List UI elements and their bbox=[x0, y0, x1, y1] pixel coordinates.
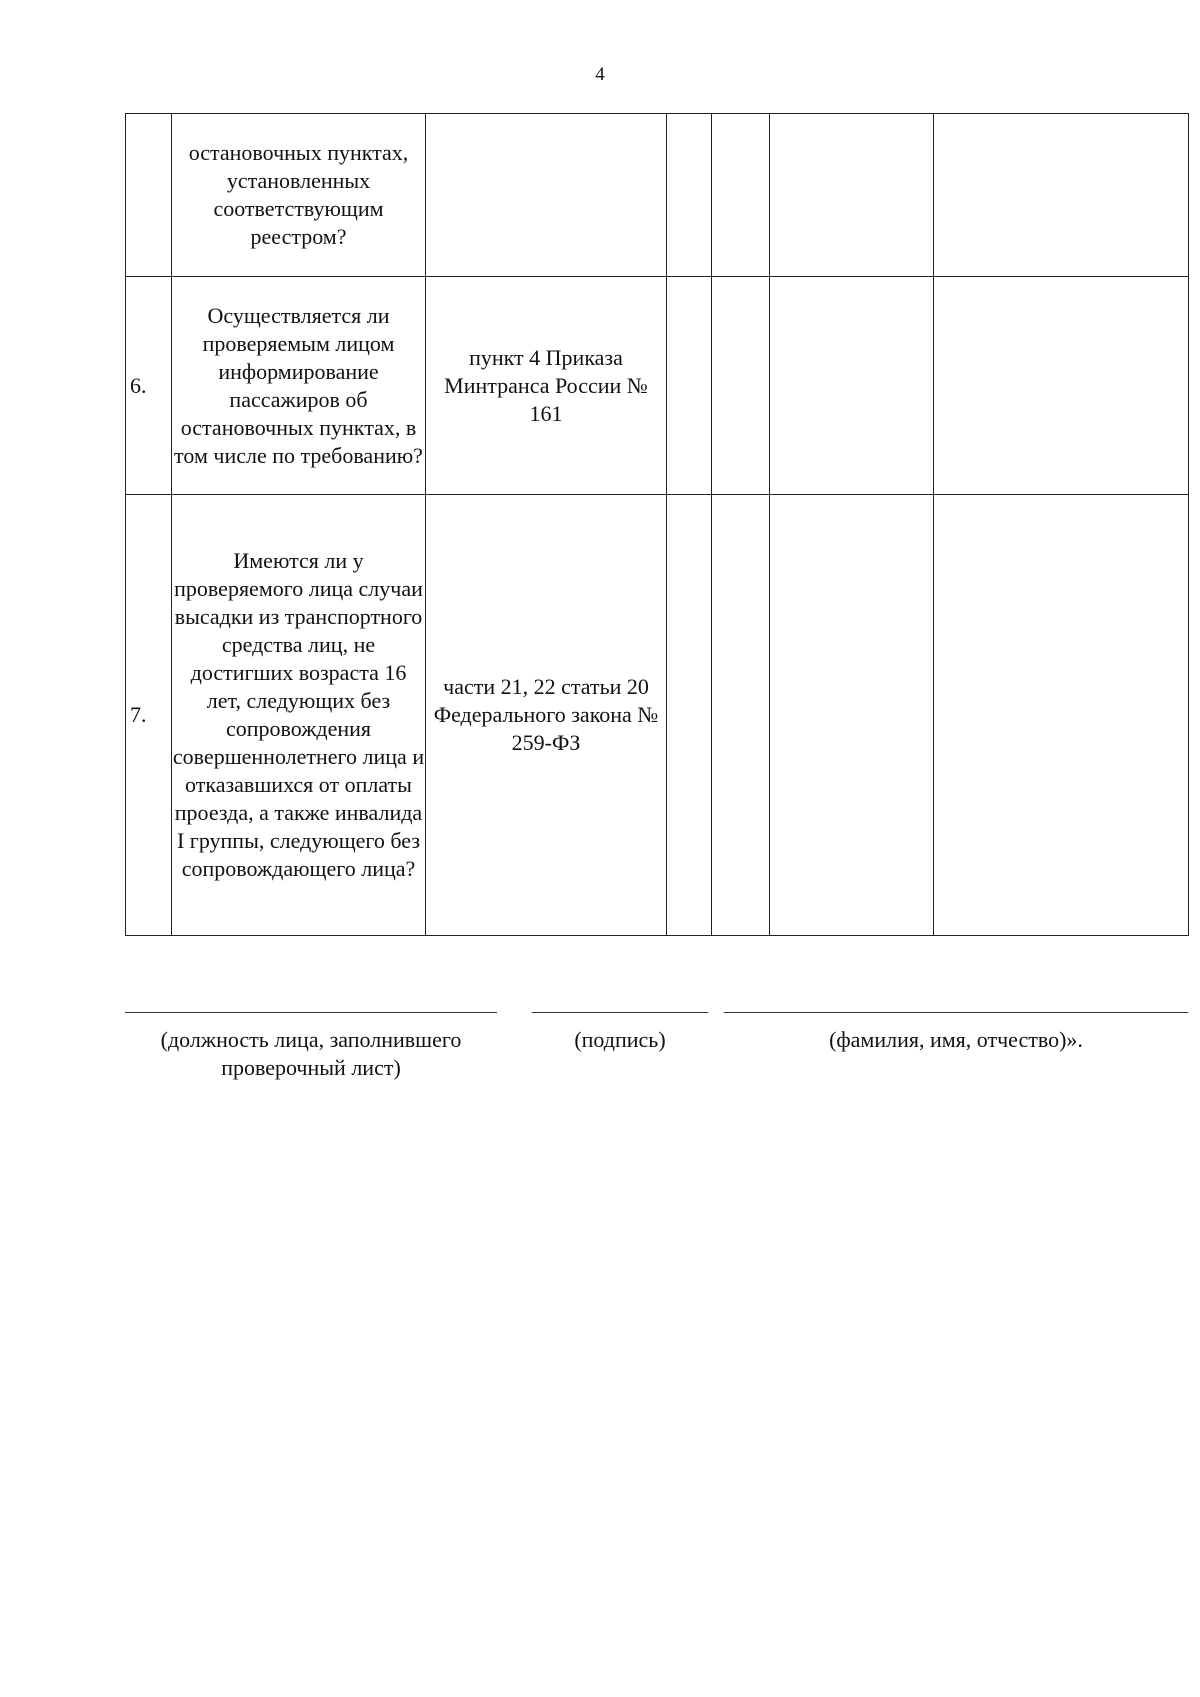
row-number: 7. bbox=[126, 495, 172, 936]
legal-reference: пункт 4 Приказа Минтранса России № 161 bbox=[426, 277, 667, 495]
requirement-question: Имеются ли у проверяемого лица случаи высадки из транспортного средства лиц, не достигших возраста 16 лет, следующих без сопровождения совершеннолетнего лица и отказавшихся от оплаты проезда, а также инвалида I группы, следующего без сопровождающего лица? bbox=[172, 495, 426, 936]
row-number bbox=[126, 114, 172, 277]
note-cell bbox=[934, 495, 1189, 936]
checklist-table bbox=[125, 113, 1189, 936]
page-number: 4 bbox=[595, 64, 605, 85]
note-cell bbox=[934, 277, 1189, 495]
answer-no-cell bbox=[712, 495, 770, 936]
legal-reference bbox=[426, 114, 667, 277]
legal-reference: части 21, 22 статьи 20 Федерального закона № 259-ФЗ bbox=[426, 495, 667, 936]
answer-yes-cell bbox=[667, 495, 712, 936]
answer-yes-cell bbox=[667, 114, 712, 277]
row-number: 6. bbox=[126, 277, 172, 495]
answer-yes-cell bbox=[667, 277, 712, 495]
answer-no-cell bbox=[712, 114, 770, 277]
answer-not-applicable-cell bbox=[770, 114, 934, 277]
full-name-signature-line bbox=[724, 1012, 1188, 1013]
full-name-caption: (фамилия, имя, отчество)». bbox=[829, 1027, 1083, 1052]
answer-not-applicable-cell bbox=[770, 277, 934, 495]
table-row bbox=[126, 495, 1189, 936]
note-cell bbox=[934, 114, 1189, 277]
requirement-question: остановочных пунктах, установленных соответствующим реестром? bbox=[172, 114, 426, 277]
table-row bbox=[126, 277, 1189, 495]
answer-not-applicable-cell bbox=[770, 495, 934, 936]
requirement-question: Осуществляется ли проверяемым лицом информирование пассажиров об остановочных пунктах, в том числе по требованию? bbox=[172, 277, 426, 495]
position-caption: (должность лица, заполнившего проверочный лист) bbox=[160, 1027, 462, 1080]
table-row bbox=[126, 114, 1189, 277]
position-signature-line bbox=[125, 1012, 497, 1013]
signature-line bbox=[532, 1012, 708, 1013]
answer-no-cell bbox=[712, 277, 770, 495]
signature-caption: (подпись) bbox=[574, 1027, 666, 1052]
